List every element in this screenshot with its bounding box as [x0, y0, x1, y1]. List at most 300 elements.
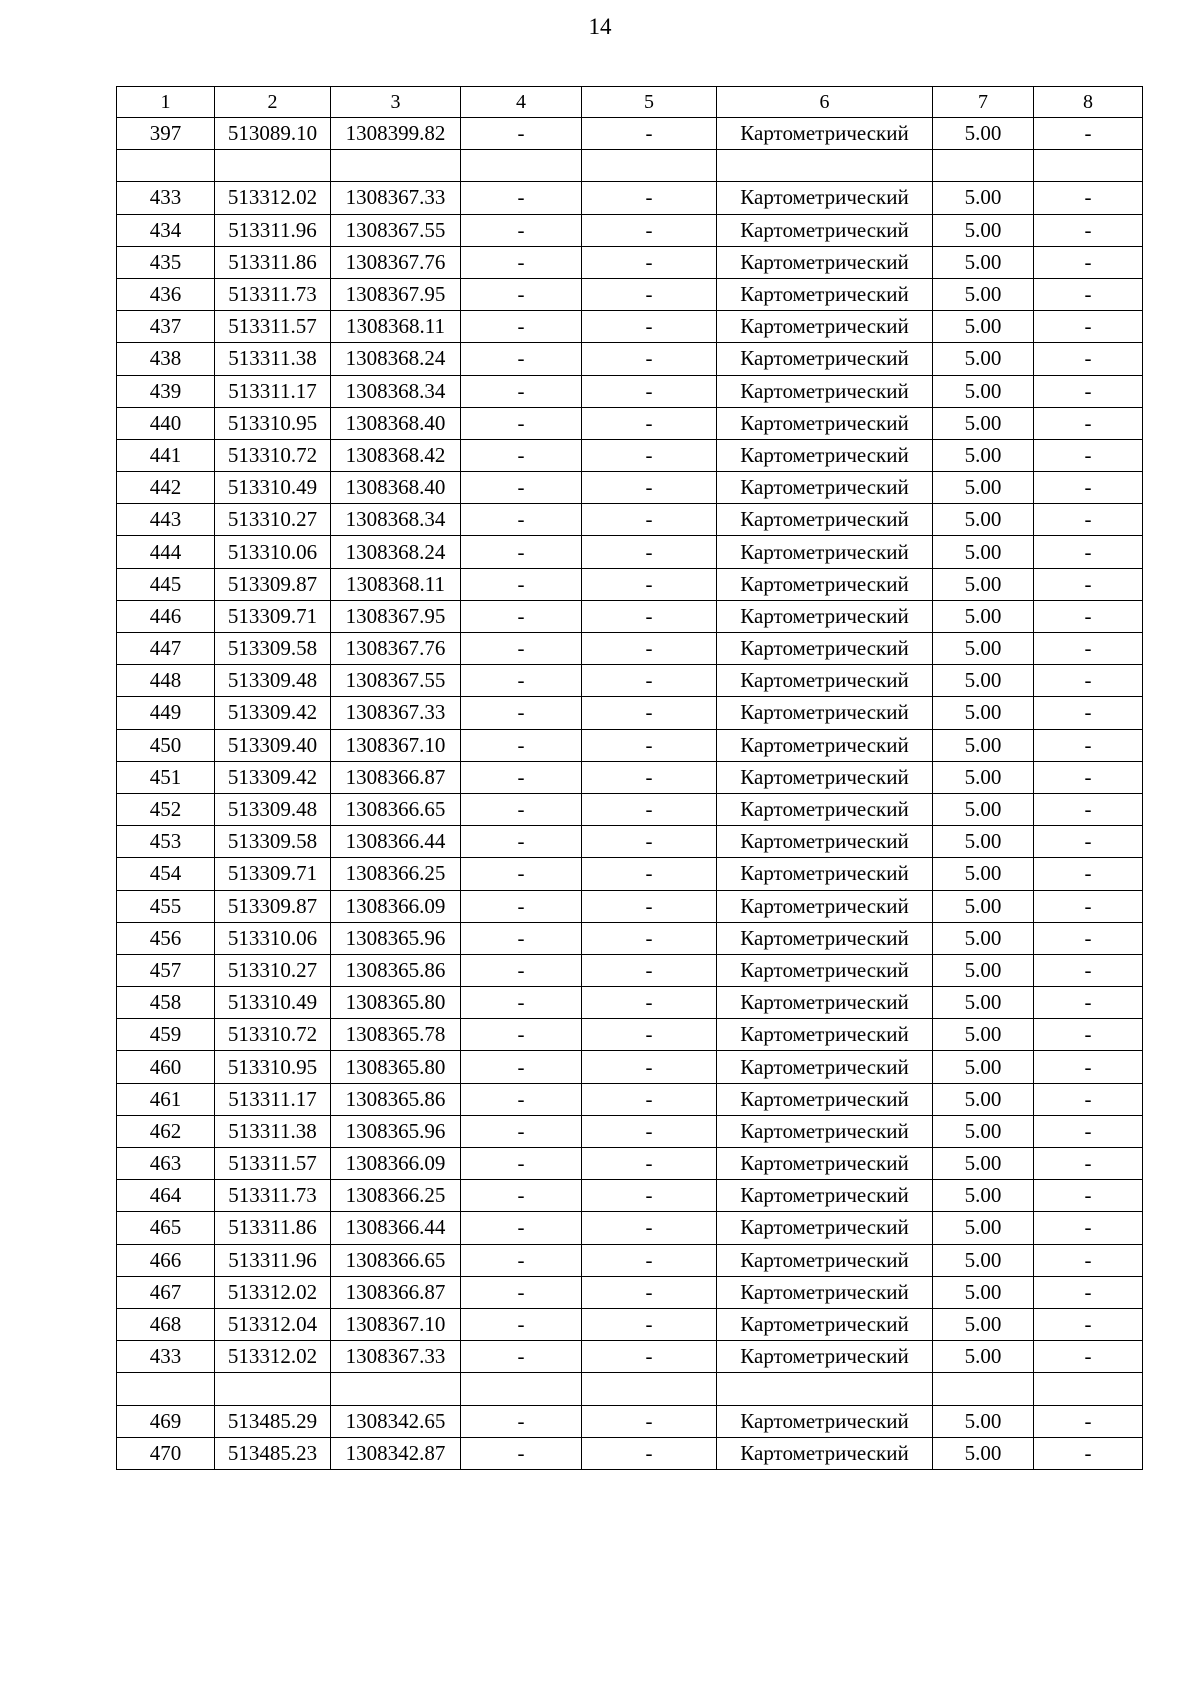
table-cell: Картометрический: [717, 343, 933, 375]
table-cell: 470: [117, 1437, 215, 1469]
table-cell: -: [461, 697, 582, 729]
table-header-row: [117, 87, 1143, 118]
table-cell: -: [582, 1341, 717, 1373]
table-cell: 513310.27: [215, 954, 331, 986]
table-cell: 464: [117, 1180, 215, 1212]
column-header-6: 6: [717, 87, 933, 118]
table-cell: 5.00: [933, 761, 1034, 793]
table-cell: -: [461, 890, 582, 922]
table-cell: -: [1034, 439, 1143, 471]
table-cell: 1308367.55: [331, 665, 461, 697]
table-cell: -: [1034, 278, 1143, 310]
table-cell: 5.00: [933, 343, 1034, 375]
table-cell: -: [461, 1180, 582, 1212]
table-cell: -: [1034, 118, 1143, 150]
table-cell: -: [461, 1212, 582, 1244]
table-cell: 1308368.34: [331, 375, 461, 407]
column-header-8: 8: [1034, 87, 1143, 118]
table-cell: -: [582, 1148, 717, 1180]
table-cell: 1308365.86: [331, 954, 461, 986]
table-cell: 5.00: [933, 278, 1034, 310]
table-cell: -: [1034, 1180, 1143, 1212]
table-cell: -: [461, 118, 582, 150]
table-cell: 5.00: [933, 407, 1034, 439]
table-cell: -: [1034, 1405, 1143, 1437]
table-cell: -: [1034, 1148, 1143, 1180]
table-cell: 465: [117, 1212, 215, 1244]
table-cell: -: [1034, 407, 1143, 439]
table-row: [117, 922, 1143, 954]
table-cell: 469: [117, 1405, 215, 1437]
table-body: [117, 118, 1143, 1470]
table-cell: 1308368.24: [331, 536, 461, 568]
table-cell: Картометрический: [717, 761, 933, 793]
table-cell: -: [461, 922, 582, 954]
table-cell: Картометрический: [717, 954, 933, 986]
column-header-7: 7: [933, 87, 1034, 118]
table-cell: [717, 1373, 933, 1405]
table-cell: 449: [117, 697, 215, 729]
table-cell: -: [1034, 504, 1143, 536]
table-cell: 446: [117, 600, 215, 632]
table-cell: -: [1034, 793, 1143, 825]
table-cell: -: [582, 761, 717, 793]
table-cell: -: [1034, 536, 1143, 568]
table-cell: -: [582, 633, 717, 665]
table-cell: 513310.06: [215, 536, 331, 568]
table-cell: 433: [117, 1341, 215, 1373]
column-header-4: 4: [461, 87, 582, 118]
table-cell: 5.00: [933, 1051, 1034, 1083]
table-cell: 441: [117, 439, 215, 471]
table-cell: 442: [117, 472, 215, 504]
table-cell: -: [461, 1148, 582, 1180]
table-cell: -: [1034, 1115, 1143, 1147]
table-cell: -: [582, 665, 717, 697]
table-cell: 513485.29: [215, 1405, 331, 1437]
table-cell: Картометрический: [717, 1148, 933, 1180]
table-cell: 5.00: [933, 1148, 1034, 1180]
table-cell: 5.00: [933, 858, 1034, 890]
table-row: [117, 504, 1143, 536]
table-cell: 5.00: [933, 504, 1034, 536]
table-cell: Картометрический: [717, 793, 933, 825]
table-cell: Картометрический: [717, 729, 933, 761]
table-cell: 513309.58: [215, 633, 331, 665]
table-row: [117, 1276, 1143, 1308]
table-cell: Картометрический: [717, 987, 933, 1019]
table-cell: 436: [117, 278, 215, 310]
table-cell: Картометрический: [717, 439, 933, 471]
table-cell: -: [582, 439, 717, 471]
table-cell: -: [1034, 1437, 1143, 1469]
table-cell: 5.00: [933, 246, 1034, 278]
page-number: 14: [588, 14, 612, 39]
table-cell: 1308367.10: [331, 1308, 461, 1340]
table-cell: -: [582, 890, 717, 922]
table-cell: [117, 150, 215, 182]
table-cell: 434: [117, 214, 215, 246]
table-row: [117, 118, 1143, 150]
table-row: [117, 311, 1143, 343]
table-cell: 513310.72: [215, 1019, 331, 1051]
table-cell: -: [582, 793, 717, 825]
table-cell: 1308342.87: [331, 1437, 461, 1469]
table-cell: [1034, 150, 1143, 182]
table-cell: 513311.96: [215, 214, 331, 246]
table-cell: 467: [117, 1276, 215, 1308]
table-cell: 513311.17: [215, 1083, 331, 1115]
table-cell: -: [582, 214, 717, 246]
table-cell: -: [461, 278, 582, 310]
table-cell: Картометрический: [717, 118, 933, 150]
table-cell: 5.00: [933, 922, 1034, 954]
table-cell: Картометрический: [717, 407, 933, 439]
table-cell: 513309.48: [215, 793, 331, 825]
table-cell: -: [582, 504, 717, 536]
table-row: [117, 1083, 1143, 1115]
table-cell: -: [1034, 729, 1143, 761]
table-cell: 1308367.95: [331, 600, 461, 632]
table-cell: Картометрический: [717, 1405, 933, 1437]
table-cell: 513309.42: [215, 761, 331, 793]
table-cell: -: [461, 311, 582, 343]
table-cell: 466: [117, 1244, 215, 1276]
table-cell: 440: [117, 407, 215, 439]
table-cell: 1308366.87: [331, 1276, 461, 1308]
table-cell: -: [461, 793, 582, 825]
table-cell: [933, 1373, 1034, 1405]
table-cell: 5.00: [933, 729, 1034, 761]
table-cell: 513311.57: [215, 1148, 331, 1180]
table-row: [117, 1019, 1143, 1051]
table-cell: 5.00: [933, 118, 1034, 150]
table-cell: 513309.87: [215, 568, 331, 600]
table-cell: -: [1034, 987, 1143, 1019]
table-cell: 5.00: [933, 1115, 1034, 1147]
table-cell: -: [1034, 246, 1143, 278]
table-cell: 1308365.80: [331, 987, 461, 1019]
table-cell: 443: [117, 504, 215, 536]
column-header-1: 1: [117, 87, 215, 118]
table-cell: 5.00: [933, 987, 1034, 1019]
table-cell: Картометрический: [717, 858, 933, 890]
table-cell: -: [582, 407, 717, 439]
table-row: [117, 826, 1143, 858]
table-cell: 397: [117, 118, 215, 150]
table-cell: 1308367.33: [331, 1341, 461, 1373]
table-cell: 1308368.11: [331, 311, 461, 343]
table-row: [117, 1051, 1143, 1083]
table-cell: -: [1034, 858, 1143, 890]
table-cell: 5.00: [933, 665, 1034, 697]
table-cell: 5.00: [933, 568, 1034, 600]
table-cell: 513311.38: [215, 343, 331, 375]
table-cell: 433: [117, 182, 215, 214]
table-cell: 435: [117, 246, 215, 278]
table-cell: -: [582, 729, 717, 761]
table-cell: 513310.49: [215, 987, 331, 1019]
table-cell: -: [582, 1276, 717, 1308]
table-cell: Картометрический: [717, 1437, 933, 1469]
table-cell: -: [461, 665, 582, 697]
table-row: [117, 1244, 1143, 1276]
table-cell: 447: [117, 633, 215, 665]
table-cell: Картометрический: [717, 1180, 933, 1212]
table-cell: -: [1034, 1051, 1143, 1083]
table-cell: 5.00: [933, 1437, 1034, 1469]
table-cell: 5.00: [933, 311, 1034, 343]
table-cell: 1308368.24: [331, 343, 461, 375]
table-cell: -: [461, 1341, 582, 1373]
table-cell: 1308366.44: [331, 1212, 461, 1244]
table-cell: 513310.06: [215, 922, 331, 954]
table-cell: 1308366.44: [331, 826, 461, 858]
table-cell: -: [1034, 600, 1143, 632]
table-cell: -: [461, 343, 582, 375]
table-cell: 513311.73: [215, 1180, 331, 1212]
table-cell: Картометрический: [717, 278, 933, 310]
table-cell: 454: [117, 858, 215, 890]
table-cell: 5.00: [933, 1276, 1034, 1308]
table-cell: 1308366.65: [331, 793, 461, 825]
table-cell: -: [1034, 472, 1143, 504]
table-cell: -: [582, 375, 717, 407]
table-cell: -: [1034, 761, 1143, 793]
table-cell: -: [582, 472, 717, 504]
table-cell: -: [1034, 890, 1143, 922]
table-row: [117, 1180, 1143, 1212]
table-row: [117, 568, 1143, 600]
table-cell: -: [461, 182, 582, 214]
table-cell: 438: [117, 343, 215, 375]
table-cell: 1308399.82: [331, 118, 461, 150]
table-cell: -: [461, 1051, 582, 1083]
table-cell: Картометрический: [717, 246, 933, 278]
table-cell: 445: [117, 568, 215, 600]
table-cell: 456: [117, 922, 215, 954]
table-cell: -: [582, 568, 717, 600]
table-cell: -: [582, 182, 717, 214]
table-cell: -: [1034, 697, 1143, 729]
table-cell: 1308366.65: [331, 1244, 461, 1276]
table-cell: -: [1034, 214, 1143, 246]
table-cell: 5.00: [933, 890, 1034, 922]
table-cell: [461, 1373, 582, 1405]
table-cell: 460: [117, 1051, 215, 1083]
table-cell: -: [582, 311, 717, 343]
table-cell: 513310.27: [215, 504, 331, 536]
table-cell: 462: [117, 1115, 215, 1147]
table-cell: -: [582, 343, 717, 375]
table-cell: 459: [117, 1019, 215, 1051]
table-cell: 1308365.86: [331, 1083, 461, 1115]
table-row: [117, 246, 1143, 278]
table-cell: -: [1034, 1019, 1143, 1051]
table-cell: -: [1034, 665, 1143, 697]
table-cell: Картометрический: [717, 375, 933, 407]
table-cell: 513312.02: [215, 182, 331, 214]
table-cell: 5.00: [933, 1405, 1034, 1437]
table-row-empty: [117, 150, 1143, 182]
table-cell: -: [461, 1244, 582, 1276]
table-cell: 513485.23: [215, 1437, 331, 1469]
table-row: [117, 407, 1143, 439]
table-cell: [331, 1373, 461, 1405]
table-cell: -: [1034, 633, 1143, 665]
table-cell: 1308366.87: [331, 761, 461, 793]
table-cell: -: [461, 1308, 582, 1340]
table-cell: -: [461, 600, 582, 632]
table-cell: Картометрический: [717, 890, 933, 922]
table-cell: -: [582, 1405, 717, 1437]
table-cell: 1308342.65: [331, 1405, 461, 1437]
table-cell: -: [582, 1115, 717, 1147]
table-cell: Картометрический: [717, 826, 933, 858]
table-cell: [461, 150, 582, 182]
table-cell: [717, 150, 933, 182]
table-cell: -: [582, 987, 717, 1019]
table-cell: 453: [117, 826, 215, 858]
table-cell: -: [461, 439, 582, 471]
table-cell: 513089.10: [215, 118, 331, 150]
table-cell: 1308367.76: [331, 633, 461, 665]
table-row: [117, 182, 1143, 214]
table-cell: -: [1034, 922, 1143, 954]
table-cell: 5.00: [933, 1180, 1034, 1212]
table-row: [117, 793, 1143, 825]
table-cell: -: [1034, 954, 1143, 986]
table-cell: 1308367.76: [331, 246, 461, 278]
table-row: [117, 987, 1143, 1019]
table-cell: Картометрический: [717, 182, 933, 214]
table-row: [117, 858, 1143, 890]
table-cell: 450: [117, 729, 215, 761]
table-cell: -: [582, 536, 717, 568]
table-cell: 451: [117, 761, 215, 793]
table-cell: 1308365.96: [331, 1115, 461, 1147]
table-cell: 513311.73: [215, 278, 331, 310]
table-cell: -: [1034, 375, 1143, 407]
table-cell: Картометрический: [717, 472, 933, 504]
table-cell: 513309.42: [215, 697, 331, 729]
table-cell: -: [461, 568, 582, 600]
table-cell: 458: [117, 987, 215, 1019]
table-cell: -: [461, 729, 582, 761]
table-cell: -: [461, 407, 582, 439]
table-cell: 5.00: [933, 600, 1034, 632]
table-cell: -: [1034, 1244, 1143, 1276]
table-row: [117, 954, 1143, 986]
table-cell: -: [461, 504, 582, 536]
table-cell: 513309.58: [215, 826, 331, 858]
table-row: [117, 890, 1143, 922]
table-cell: 5.00: [933, 826, 1034, 858]
table-cell: Картометрический: [717, 1308, 933, 1340]
table-cell: Картометрический: [717, 568, 933, 600]
table-cell: Картометрический: [717, 311, 933, 343]
table-row: [117, 600, 1143, 632]
table-cell: -: [461, 214, 582, 246]
table-cell: -: [1034, 1341, 1143, 1373]
table-cell: -: [1034, 1308, 1143, 1340]
table-cell: Картометрический: [717, 536, 933, 568]
table-cell: 513309.40: [215, 729, 331, 761]
column-header-2: 2: [215, 87, 331, 118]
table-row: [117, 1405, 1143, 1437]
column-header-5: 5: [582, 87, 717, 118]
table-cell: Картометрический: [717, 1244, 933, 1276]
table-row: [117, 1437, 1143, 1469]
table-cell: 1308365.78: [331, 1019, 461, 1051]
table-row: [117, 1115, 1143, 1147]
table-cell: 444: [117, 536, 215, 568]
table-row: [117, 633, 1143, 665]
table-row: [117, 1341, 1143, 1373]
table-cell: Картометрический: [717, 1276, 933, 1308]
table-cell: -: [461, 375, 582, 407]
table-cell: 5.00: [933, 182, 1034, 214]
table-cell: [582, 150, 717, 182]
table-row: [117, 697, 1143, 729]
table-cell: -: [582, 600, 717, 632]
table-cell: -: [582, 697, 717, 729]
table-cell: -: [582, 1051, 717, 1083]
table-cell: -: [1034, 182, 1143, 214]
table-cell: 437: [117, 311, 215, 343]
table-cell: -: [461, 1276, 582, 1308]
table-cell: 513311.86: [215, 246, 331, 278]
table-cell: 513309.71: [215, 600, 331, 632]
table-cell: Картометрический: [717, 665, 933, 697]
table-cell: -: [461, 1115, 582, 1147]
table-cell: 1308366.25: [331, 858, 461, 890]
table-cell: -: [1034, 1212, 1143, 1244]
table-cell: -: [461, 472, 582, 504]
table-cell: -: [461, 826, 582, 858]
table-cell: Картометрический: [717, 1051, 933, 1083]
table-cell: 5.00: [933, 1083, 1034, 1115]
table-cell: 1308368.34: [331, 504, 461, 536]
table-cell: -: [461, 1019, 582, 1051]
table-cell: -: [461, 1083, 582, 1115]
table-cell: 5.00: [933, 536, 1034, 568]
table-row: [117, 278, 1143, 310]
table-cell: -: [461, 633, 582, 665]
table-cell: [582, 1373, 717, 1405]
table-cell: -: [1034, 1083, 1143, 1115]
table-cell: -: [461, 954, 582, 986]
table-cell: 1308367.55: [331, 214, 461, 246]
table-cell: 5.00: [933, 439, 1034, 471]
table-cell: 461: [117, 1083, 215, 1115]
table-cell: -: [582, 954, 717, 986]
table-row: [117, 536, 1143, 568]
column-header-3: 3: [331, 87, 461, 118]
table-cell: -: [582, 1437, 717, 1469]
table-cell: -: [1034, 568, 1143, 600]
table-cell: 1308368.11: [331, 568, 461, 600]
table-cell: -: [582, 826, 717, 858]
table-cell: -: [1034, 311, 1143, 343]
table-cell: 468: [117, 1308, 215, 1340]
table-cell: [933, 150, 1034, 182]
table-cell: 513311.38: [215, 1115, 331, 1147]
table-cell: 1308368.40: [331, 472, 461, 504]
table-cell: Картометрический: [717, 697, 933, 729]
table-cell: 513309.71: [215, 858, 331, 890]
table-cell: 439: [117, 375, 215, 407]
